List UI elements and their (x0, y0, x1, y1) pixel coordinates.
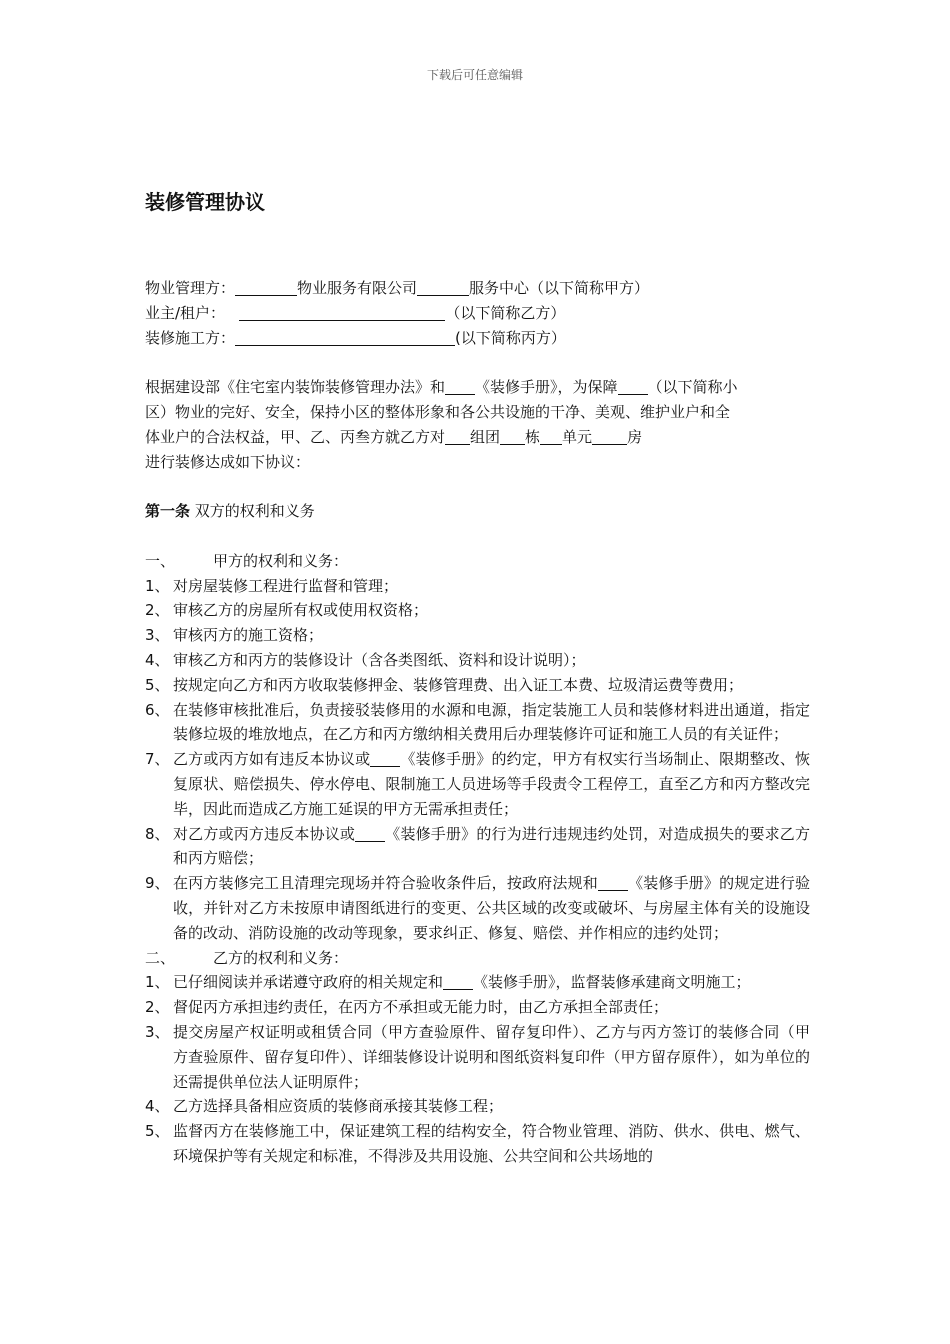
section-heading-2 (145, 946, 810, 971)
item-text-part: 《装修手册》的约定，甲方有权实行当场制止、限期整改、恢复原状、赔偿损失、停水停电、限制施工人员进场等手段责令工程停工，直至乙方和丙方整改完毕，因此而造成乙方施工延误的甲方无需承担责任； (173, 750, 810, 818)
blank-field (239, 303, 445, 321)
item-text-part: 《装修手册》的规定进行验收，并针对乙方未按原申请图纸进行的变更、公共区域的改变或破坏、与房屋主体有关的设施设备的改动、消防设施的改动等现象，要求纠正、修复、赔偿、并作相应的违约处罚； (173, 874, 810, 942)
list-item (145, 598, 810, 623)
item-number: 2、 (145, 998, 170, 1017)
section-number: 一、 (145, 551, 176, 570)
document-body (145, 276, 810, 1169)
item-number: 6、 (145, 700, 170, 719)
item-number: 8、 (145, 824, 170, 843)
intro-text: 体业户的合法权益，甲、乙、丙叁方就乙方对 (145, 427, 446, 446)
section-title: 乙方的权利和义务： (213, 948, 349, 967)
list-item (145, 648, 810, 673)
article-number: 第一条 (145, 502, 191, 521)
party-contractor-line (145, 326, 810, 351)
item-text (173, 822, 810, 872)
blank-field (235, 328, 455, 346)
document-title: 装修管理协议 (145, 190, 265, 214)
blank-field (592, 427, 627, 445)
item-number: 4、 (145, 650, 170, 669)
item-text-part: 《装修手册》，监督装修承建商文明施工； (473, 973, 751, 992)
intro-line-2: 区）物业的完好、安全，保持小区的整体形象和各公共设施的干净、美观、维护业户和全 (145, 402, 731, 421)
list-item (145, 1094, 810, 1119)
blank-field (540, 427, 562, 445)
party-owner-label: 业主/租户： (145, 303, 226, 322)
party-contractor-label: 装修施工方： (145, 328, 236, 347)
intro-text: 组团 (470, 427, 501, 446)
item-number: 3、 (145, 626, 170, 645)
party-owner-end: （以下简称乙方） (445, 303, 566, 322)
item-number: 5、 (145, 1122, 170, 1141)
item-text-part: 乙方或丙方如有违反本协议或 (173, 750, 371, 769)
item-text: 对房屋装修工程进行监督和管理； (173, 576, 399, 595)
blank-field (355, 824, 385, 842)
item-text: 审核乙方的房屋所有权或使用权资格； (173, 601, 429, 620)
item-text: 监督丙方在装修施工中，保证建筑工程的结构安全，符合物业管理、消防、供水、供电、燃气、环境保护等有关规定和标准，不得涉及共用设施、公共空间和公共场地的 (173, 1122, 810, 1165)
intro-line-3 (145, 425, 810, 450)
blank-field (500, 427, 525, 445)
header-note: 下载后可任意编辑 (426, 68, 523, 82)
list-item (145, 673, 810, 698)
blank-field (598, 873, 628, 891)
item-number: 3、 (145, 1022, 170, 1041)
intro-text: 《装修手册》，为保障 (475, 378, 618, 397)
item-number: 9、 (145, 874, 170, 893)
item-text: 乙方选择具备相应资质的装修商承接其装修工程； (173, 1097, 504, 1116)
intro-text: 单元 (562, 427, 593, 446)
list-item (145, 995, 810, 1020)
article-heading (145, 499, 810, 524)
item-text: 审核乙方和丙方的装修设计（含各类图纸、资料和设计说明）； (173, 650, 586, 669)
item-number: 1、 (145, 973, 170, 992)
blank-field (445, 427, 470, 445)
blank-field (445, 377, 475, 395)
item-number: 1、 (145, 576, 170, 595)
item-number: 5、 (145, 675, 170, 694)
item-text: 提交房屋产权证明或租赁合同（甲方查验原件、留存复印件）、乙方与丙方签订的装修合同（甲方查验原件、留存复印件）、详细装修设计说明和图纸资料复印件（甲方留存原件），如为单位的还需提供单位法人证明原件； (173, 1022, 810, 1091)
item-text (173, 747, 810, 821)
party-property-mid: 物业服务有限公司 (297, 279, 418, 297)
blank-field (370, 749, 400, 767)
party-property-end: 服务中心（以下简称甲方） (469, 279, 650, 297)
list-item (145, 970, 810, 995)
list-item (145, 822, 810, 872)
item-number: 4、 (145, 1097, 170, 1116)
section-title: 甲方的权利和义务： (213, 551, 349, 570)
blank-field (443, 972, 473, 990)
blank-field (417, 278, 469, 296)
intro-text: （以下简称小 (647, 378, 738, 397)
blank-field (618, 377, 648, 395)
item-text-part: 在丙方装修完工且清理完现场并符合验收条件后，按政府法规和 (173, 874, 598, 893)
item-text: 按规定向乙方和丙方收取装修押金、装修管理费、出入证工本费、垃圾清运费等费用； (173, 675, 744, 694)
blank-field (235, 278, 297, 296)
item-text-part: 《装修手册》的行为进行违规违约处罚，对造成损失的要求乙方和丙方赔偿； (173, 824, 810, 868)
item-text-part: 已仔细阅读并承诺遵守政府的相关规定和 (173, 973, 444, 992)
list-item (145, 747, 810, 821)
item-text: 督促丙方承担违约责任，在丙方不承担或无能力时，由乙方承担全部责任； (173, 998, 669, 1017)
intro-line-1 (145, 375, 810, 400)
list-item (145, 1119, 810, 1169)
intro-text: 房 (627, 427, 643, 446)
article-title: 双方的权利和义务 (190, 502, 315, 521)
list-item (145, 574, 810, 599)
item-text: 审核丙方的施工资格； (173, 626, 324, 645)
party-property-line (145, 276, 810, 301)
party-contractor-end: (以下简称丙方） (455, 328, 566, 347)
section-number: 二、 (145, 948, 176, 967)
party-owner-line (145, 301, 810, 326)
party-property-label: 物业管理方： (145, 279, 236, 297)
intro-text: 根据建设部《住宅室内装饰装修管理办法》和 (145, 378, 446, 397)
item-text-part: 对乙方或丙方违反本协议或 (173, 824, 356, 843)
item-text (173, 871, 810, 945)
item-number: 7、 (145, 750, 170, 769)
list-item (145, 623, 810, 648)
intro-line-4: 进行装修达成如下协议： (145, 452, 311, 471)
intro-text: 栋 (525, 427, 541, 446)
list-item (145, 698, 810, 748)
section-heading-1 (145, 549, 810, 574)
list-item (145, 871, 810, 945)
item-number: 2、 (145, 601, 170, 620)
item-text: 在装修审核批准后，负责接驳装修用的水源和电源，指定装施工人员和装修材料进出通道，指定装修垃圾的堆放地点，在乙方和丙方缴纳相关费用后办理装修许可证和施工人员的有关证件； (173, 700, 810, 744)
item-text (173, 970, 810, 995)
list-item (145, 1020, 810, 1094)
